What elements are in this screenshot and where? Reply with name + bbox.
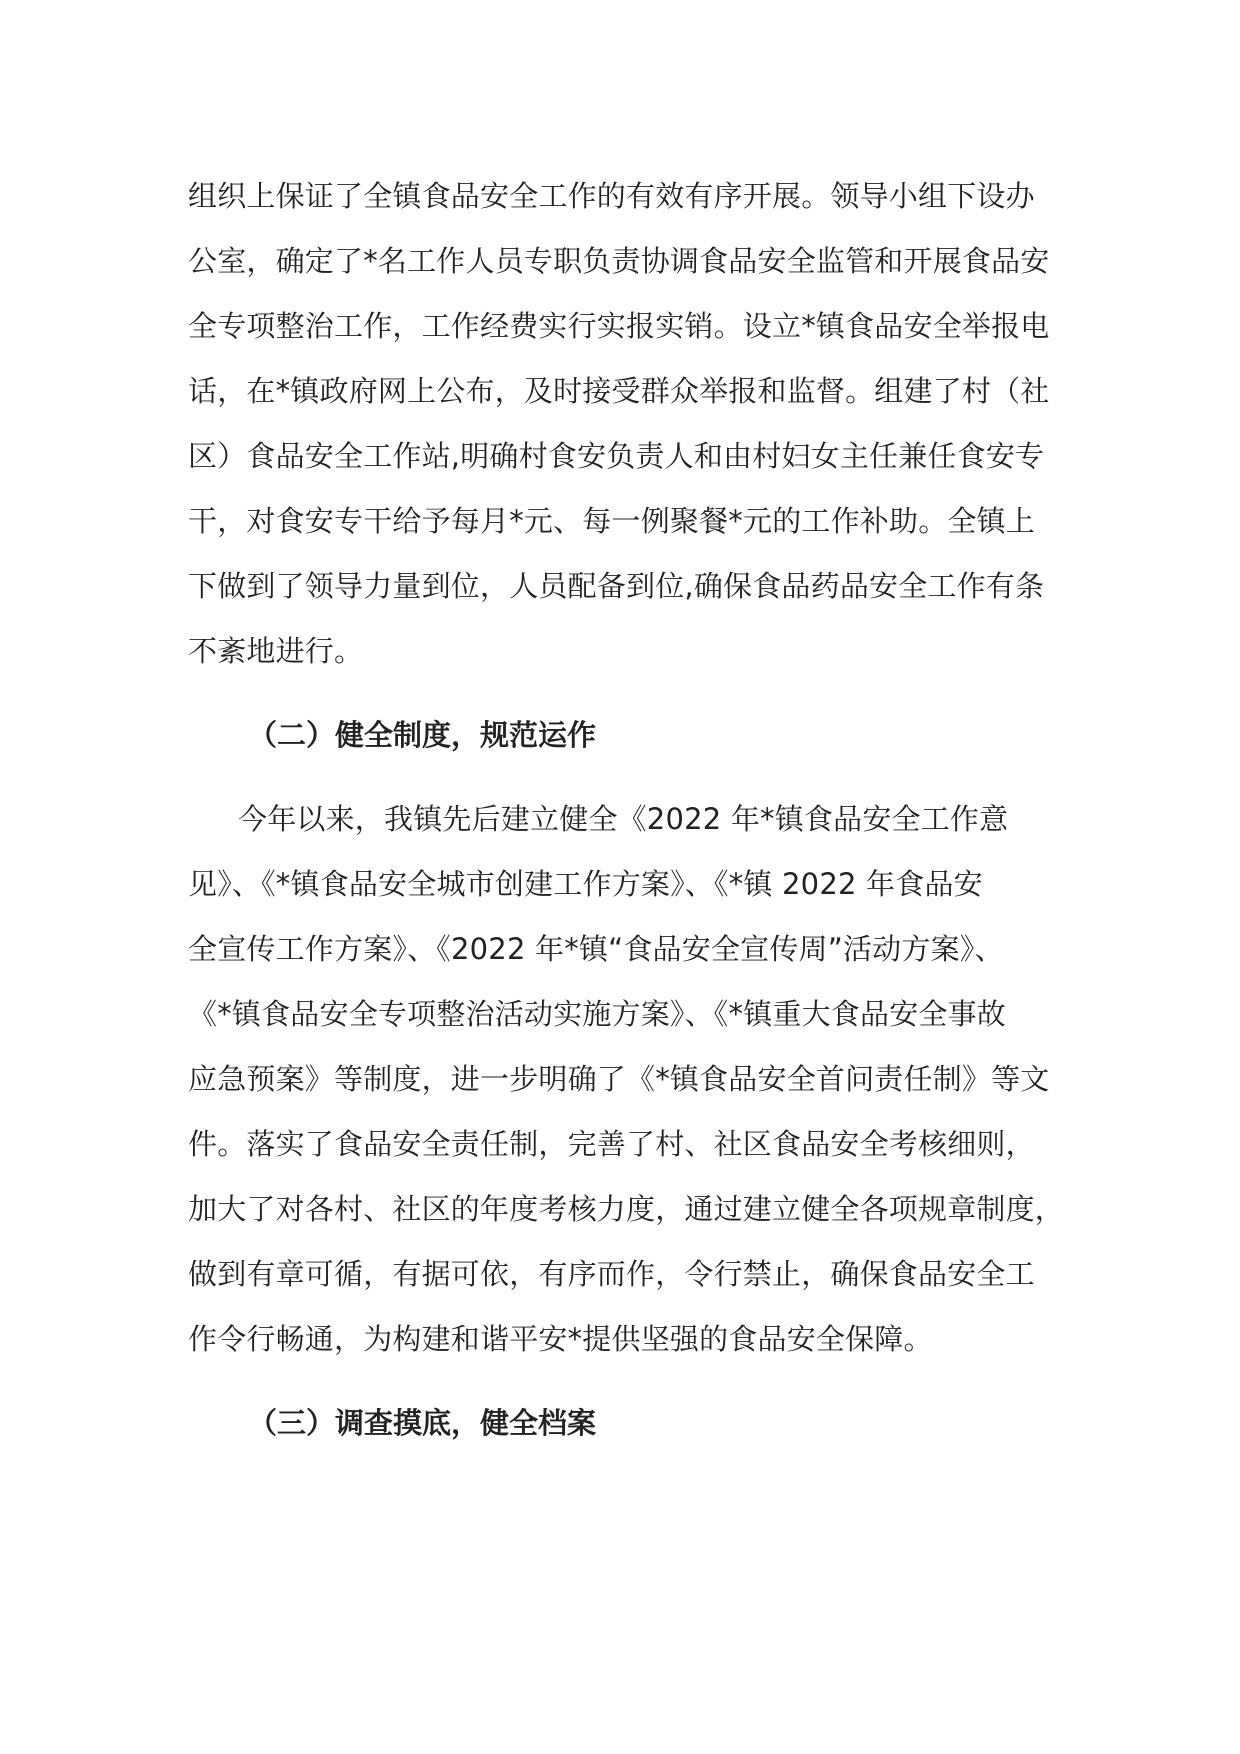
- paragraph-line: 组织上保证了全镇食品安全工作的有效有序开展。领导小组下设办: [188, 179, 1035, 213]
- paragraph-line: 区）食品安全工作站,明确村食安负责人和由村妇女主任兼任食安专: [188, 439, 1045, 473]
- paragraph-line: 作令行畅通，为构建和谐平安*提供坚强的食品安全保障。: [188, 1322, 933, 1356]
- paragraph-line: 全专项整治工作，工作经费实行实报实销。设立*镇食品安全举报电: [188, 309, 1050, 343]
- paragraph-line: 《*镇食品安全专项整治活动实施方案》、《*镇重大食品安全事故: [188, 997, 1007, 1031]
- paragraph-line: 做到有章可循，有据可依，有序而作，令行禁止，确保食品安全工: [188, 1257, 1035, 1291]
- section-heading-2: （二）健全制度，规范运作: [248, 718, 597, 752]
- paragraph-2: [188, 787, 1068, 1372]
- paragraph-line: 话，在*镇政府网上公布，及时接受群众举报和监督。组建了村（社: [188, 374, 1050, 408]
- paragraph-line: 应急预案》等制度，进一步明确了《*镇食品安全首问责任制》等文: [188, 1062, 1050, 1096]
- section-heading-3: （三）调查摸底，健全档案: [248, 1406, 597, 1440]
- paragraph-line: 干，对食安专干给予每月*元、每一例聚餐*元的工作补助。全镇上: [188, 504, 1036, 538]
- paragraph-1: [188, 164, 1068, 684]
- paragraph-line: 公室，确定了*名工作人员专职负责协调食品安全监管和开展食品安: [188, 244, 1050, 278]
- paragraph-line: 见》、《*镇食品安全城市创建工作方案》、《*镇 2022 年食品安: [188, 867, 983, 901]
- paragraph-line: 下做到了领导力量到位，人员配备到位,确保食品药品安全工作有条: [188, 569, 1045, 603]
- paragraph-line: 今年以来，我镇先后建立健全《2022 年*镇食品安全工作意: [238, 802, 1009, 836]
- paragraph-line: 件。落实了食品安全责任制，完善了村、社区食品安全考核细则，: [188, 1127, 1035, 1161]
- paragraph-line: 加大了对各村、社区的年度考核力度，通过建立健全各项规章制度，: [188, 1192, 1065, 1226]
- paragraph-line: 全宣传工作方案》、《2022 年*镇“食品安全宣传周”活动方案》、: [188, 932, 1004, 966]
- paragraph-line: 不紊地进行。: [188, 634, 364, 668]
